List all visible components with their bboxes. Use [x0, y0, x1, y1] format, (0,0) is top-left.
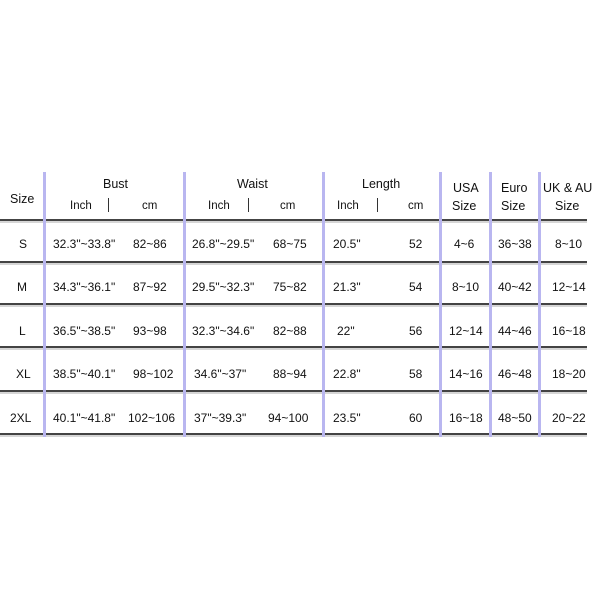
column-divider-euro	[489, 172, 492, 437]
header-euro: Euro	[501, 181, 528, 195]
row-2xl-euro: 48~50	[498, 411, 532, 425]
row-xl-length-inch: 22.8"	[333, 367, 361, 381]
column-divider-waist	[183, 172, 186, 437]
header-waist-cm: cm	[280, 200, 296, 212]
row-2xl-usa: 16~18	[449, 411, 483, 425]
row-l-length-inch: 22"	[337, 324, 355, 338]
header-uk-au: UK & AU	[543, 181, 593, 195]
row-l-uk: 16~18	[552, 324, 586, 338]
row-s-euro: 36~38	[498, 237, 532, 251]
row-m-waist-inch: 29.5"~32.3"	[192, 280, 255, 294]
row-s-waist-inch: 26.8"~29.5"	[192, 237, 255, 251]
row-m-bust-inch: 34.3"~36.1"	[53, 280, 116, 294]
row-l-euro: 44~46	[498, 324, 532, 338]
row-xl-waist-inch: 34.6"~37"	[194, 367, 247, 381]
row-2xl-length-cm: 60	[409, 411, 423, 425]
waist-subheader-divider	[248, 198, 249, 212]
row-l-bust-cm: 93~98	[133, 324, 167, 338]
header-waist-inch: Inch	[208, 200, 230, 212]
row-xl-bust-inch: 38.5"~40.1"	[53, 367, 116, 381]
row-rule-5-shadow	[0, 435, 587, 437]
row-l-size: L	[19, 324, 26, 338]
header-length-cm: cm	[408, 200, 424, 212]
header-euro-size: Size	[501, 199, 526, 213]
row-s-waist-cm: 68~75	[273, 237, 307, 251]
header-bust-inch: Inch	[70, 200, 92, 212]
header-size: Size	[10, 192, 35, 206]
header-usa: USA	[453, 181, 479, 195]
bust-subheader-divider	[108, 198, 109, 212]
row-2xl-waist-inch: 37"~39.3"	[194, 411, 247, 425]
row-m-length-cm: 54	[409, 280, 423, 294]
row-xl-uk: 18~20	[552, 367, 586, 381]
row-2xl-waist-cm: 94~100	[268, 411, 309, 425]
row-s-length-inch: 20.5"	[333, 237, 361, 251]
header-waist: Waist	[237, 177, 268, 191]
row-rule-4-shadow	[0, 392, 587, 394]
header-bust-cm: cm	[142, 200, 158, 212]
row-2xl-size: 2XL	[10, 411, 32, 425]
column-divider-length	[322, 172, 325, 437]
row-m-bust-cm: 87~92	[133, 280, 167, 294]
header-length-inch: Inch	[337, 200, 359, 212]
header-rule-shadow	[0, 221, 587, 223]
header-bust: Bust	[103, 177, 129, 191]
row-xl-bust-cm: 98~102	[133, 367, 174, 381]
column-divider-uk	[538, 172, 541, 437]
row-l-bust-inch: 36.5"~38.5"	[53, 324, 116, 338]
row-l-waist-cm: 82~88	[273, 324, 307, 338]
row-s-uk: 8~10	[555, 237, 583, 251]
header-usa-size: Size	[452, 199, 477, 213]
row-m-waist-cm: 75~82	[273, 280, 307, 294]
row-m-usa: 8~10	[452, 280, 480, 294]
row-m-euro: 40~42	[498, 280, 532, 294]
row-l-length-cm: 56	[409, 324, 423, 338]
row-s-bust-cm: 82~86	[133, 237, 167, 251]
column-divider-bust	[43, 172, 46, 437]
row-rule-1-shadow	[0, 263, 587, 265]
header-length: Length	[362, 177, 401, 191]
row-2xl-bust-inch: 40.1"~41.8"	[53, 411, 116, 425]
row-xl-usa: 14~16	[449, 367, 483, 381]
row-s-size: S	[19, 237, 28, 251]
row-l-waist-inch: 32.3"~34.6"	[192, 324, 255, 338]
row-2xl-length-inch: 23.5"	[333, 411, 361, 425]
row-m-size: M	[17, 280, 27, 294]
row-s-bust-inch: 32.3"~33.8"	[53, 237, 116, 251]
row-2xl-bust-cm: 102~106	[128, 411, 176, 425]
row-2xl-uk: 20~22	[552, 411, 586, 425]
row-rule-2-shadow	[0, 305, 587, 307]
header-uk-size: Size	[555, 199, 580, 213]
row-xl-size: XL	[16, 367, 31, 381]
row-xl-euro: 46~48	[498, 367, 532, 381]
row-m-uk: 12~14	[552, 280, 586, 294]
length-subheader-divider	[377, 198, 378, 212]
row-rule-3-shadow	[0, 348, 587, 350]
row-l-usa: 12~14	[449, 324, 483, 338]
row-m-length-inch: 21.3"	[333, 280, 361, 294]
column-divider-usa	[439, 172, 442, 437]
row-s-usa: 4~6	[454, 237, 475, 251]
row-xl-length-cm: 58	[409, 367, 423, 381]
row-xl-waist-cm: 88~94	[273, 367, 307, 381]
row-s-length-cm: 52	[409, 237, 423, 251]
